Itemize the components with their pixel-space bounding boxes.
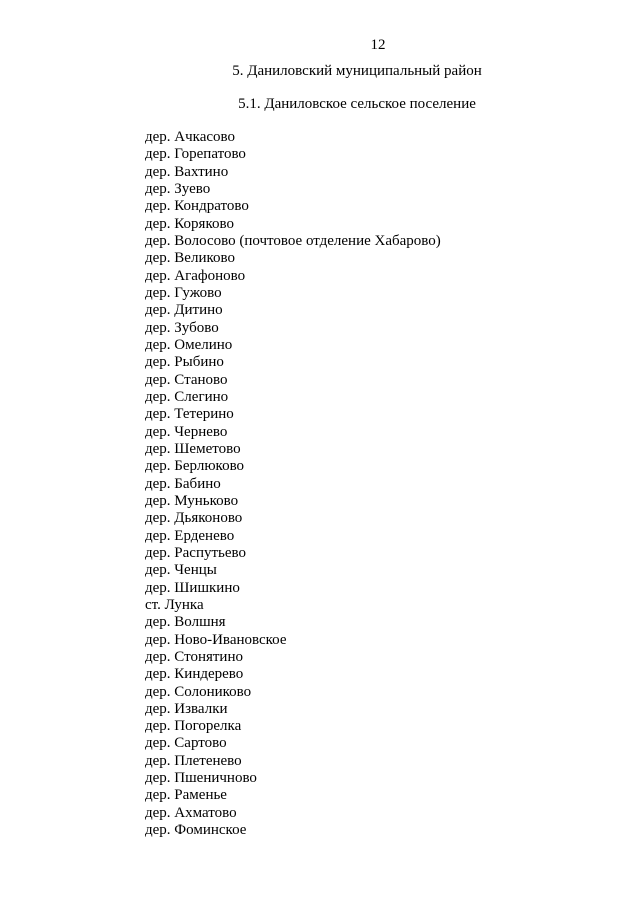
list-item: дер. Погорелка: [145, 718, 242, 735]
list-item: дер. Тетерино: [145, 406, 234, 423]
list-item: дер. Ахматово: [145, 804, 237, 821]
list-item: дер. Дьяконово: [145, 510, 243, 527]
settlement-list: [145, 129, 441, 839]
list-item: дер. Бабино: [145, 475, 221, 492]
list-item: дер. Ачкасово: [145, 129, 236, 145]
list-item: дер. Плетенево: [145, 752, 242, 769]
list-item: дер. Киндерево: [145, 666, 244, 683]
list-item: дер. Агафоново: [145, 267, 246, 284]
list-item: дер. Гужово: [145, 284, 222, 301]
list-item: дер. Солониково: [145, 683, 252, 700]
list-item: дер. Фоминское: [145, 822, 247, 839]
list-item: дер. Вахтино: [145, 163, 229, 180]
list-item: дер. Зуево: [145, 180, 211, 197]
list-item: дер. Раменье: [145, 787, 227, 804]
list-item: дер. Извалки: [145, 700, 228, 717]
section-title: 5. Даниловский муниципальный район: [232, 63, 482, 79]
list-item: дер. Волшня: [145, 614, 226, 631]
list-item: дер. Рыбино: [145, 354, 224, 371]
list-item: дер. Муньково: [145, 492, 239, 509]
list-item: дер. Станово: [145, 371, 228, 388]
page-number: 12: [370, 37, 386, 53]
list-item: ст. Лунка: [145, 596, 204, 613]
list-item: дер. Ченцы: [145, 562, 217, 579]
list-item: дер. Коряково: [145, 215, 234, 232]
list-item: дер. Кондратово: [145, 198, 249, 215]
list-item: дер. Шишкино: [145, 579, 240, 596]
list-item: дер. Шеметово: [145, 440, 241, 457]
list-item: дер. Ерденево: [145, 527, 235, 544]
subsection-title: 5.1. Даниловское сельское поселение: [238, 96, 476, 112]
list-item: дер. Берлюково: [145, 458, 245, 475]
list-item: дер. Волосово (почтовое отделение Хабарово): [145, 232, 441, 249]
list-item: дер. Распутьево: [145, 544, 247, 561]
list-item: дер. Чернево: [145, 423, 228, 440]
list-item: дер. Великово: [145, 250, 235, 267]
list-item: дер. Пшеничново: [145, 770, 257, 787]
list-item: дер. Дитино: [145, 302, 223, 319]
list-item: дер. Сартово: [145, 735, 227, 752]
list-item: дер. Слегино: [145, 388, 229, 405]
list-item: дер. Ново-Ивановское: [145, 631, 287, 648]
list-item: дер. Зубово: [145, 319, 219, 336]
list-item: дер. Омелино: [145, 336, 233, 353]
list-item: дер. Стонятино: [145, 648, 243, 665]
list-item: дер. Горепатово: [145, 146, 246, 163]
